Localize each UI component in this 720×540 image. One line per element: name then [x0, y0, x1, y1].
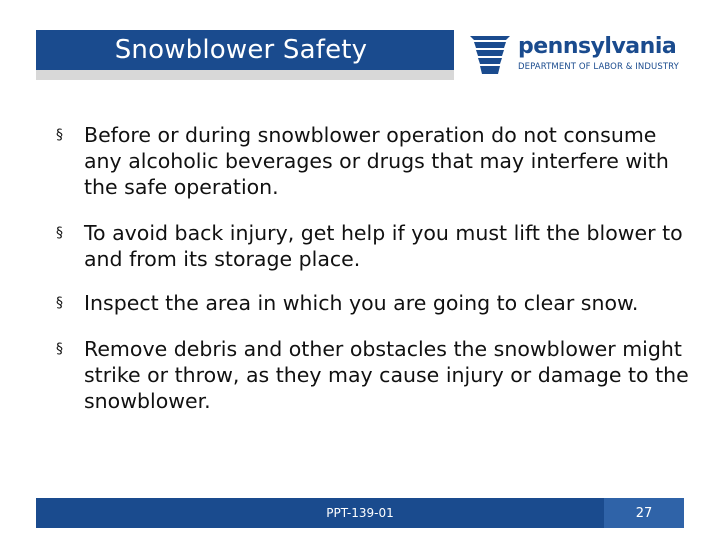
- page-number: 27: [635, 505, 653, 521]
- bullet-text: To avoid back injury, get help if you must lift the blower to and from its storage place.: [84, 221, 683, 271]
- bullet-text: Inspect the area in which you are going to clear snow.: [84, 291, 639, 315]
- bullet-marker-icon: §: [56, 225, 63, 241]
- logo-name: pennsylvania: [518, 34, 677, 59]
- bullet-item: [56, 220, 696, 272]
- bullet-marker-icon: §: [56, 341, 63, 357]
- slide-title: Snowblower Safety: [114, 35, 368, 65]
- bullet-item: [56, 122, 696, 200]
- bullet-list: [56, 122, 696, 414]
- slide-title-bar: [36, 30, 454, 70]
- logo-subtitle: DEPARTMENT OF LABOR & INDUSTRY: [518, 62, 679, 72]
- bullet-item: [56, 336, 696, 414]
- bullet-text: Remove debris and other obstacles the snowblower might strike or throw, as they may cause injury or damage to the snowblower.: [84, 337, 689, 413]
- bullet-text: Before or during snowblower operation do not consume any alcoholic beverages or drugs that may interfere with the safe operation.: [84, 123, 669, 199]
- footer-label: PPT-139-01: [326, 506, 394, 520]
- pennsylvania-logo: [466, 30, 696, 80]
- bullet-item: [56, 290, 696, 316]
- bullet-marker-icon: §: [56, 127, 63, 143]
- bullet-marker-icon: §: [56, 295, 63, 311]
- keystone-icon: [466, 30, 514, 78]
- title-underline: [36, 70, 454, 80]
